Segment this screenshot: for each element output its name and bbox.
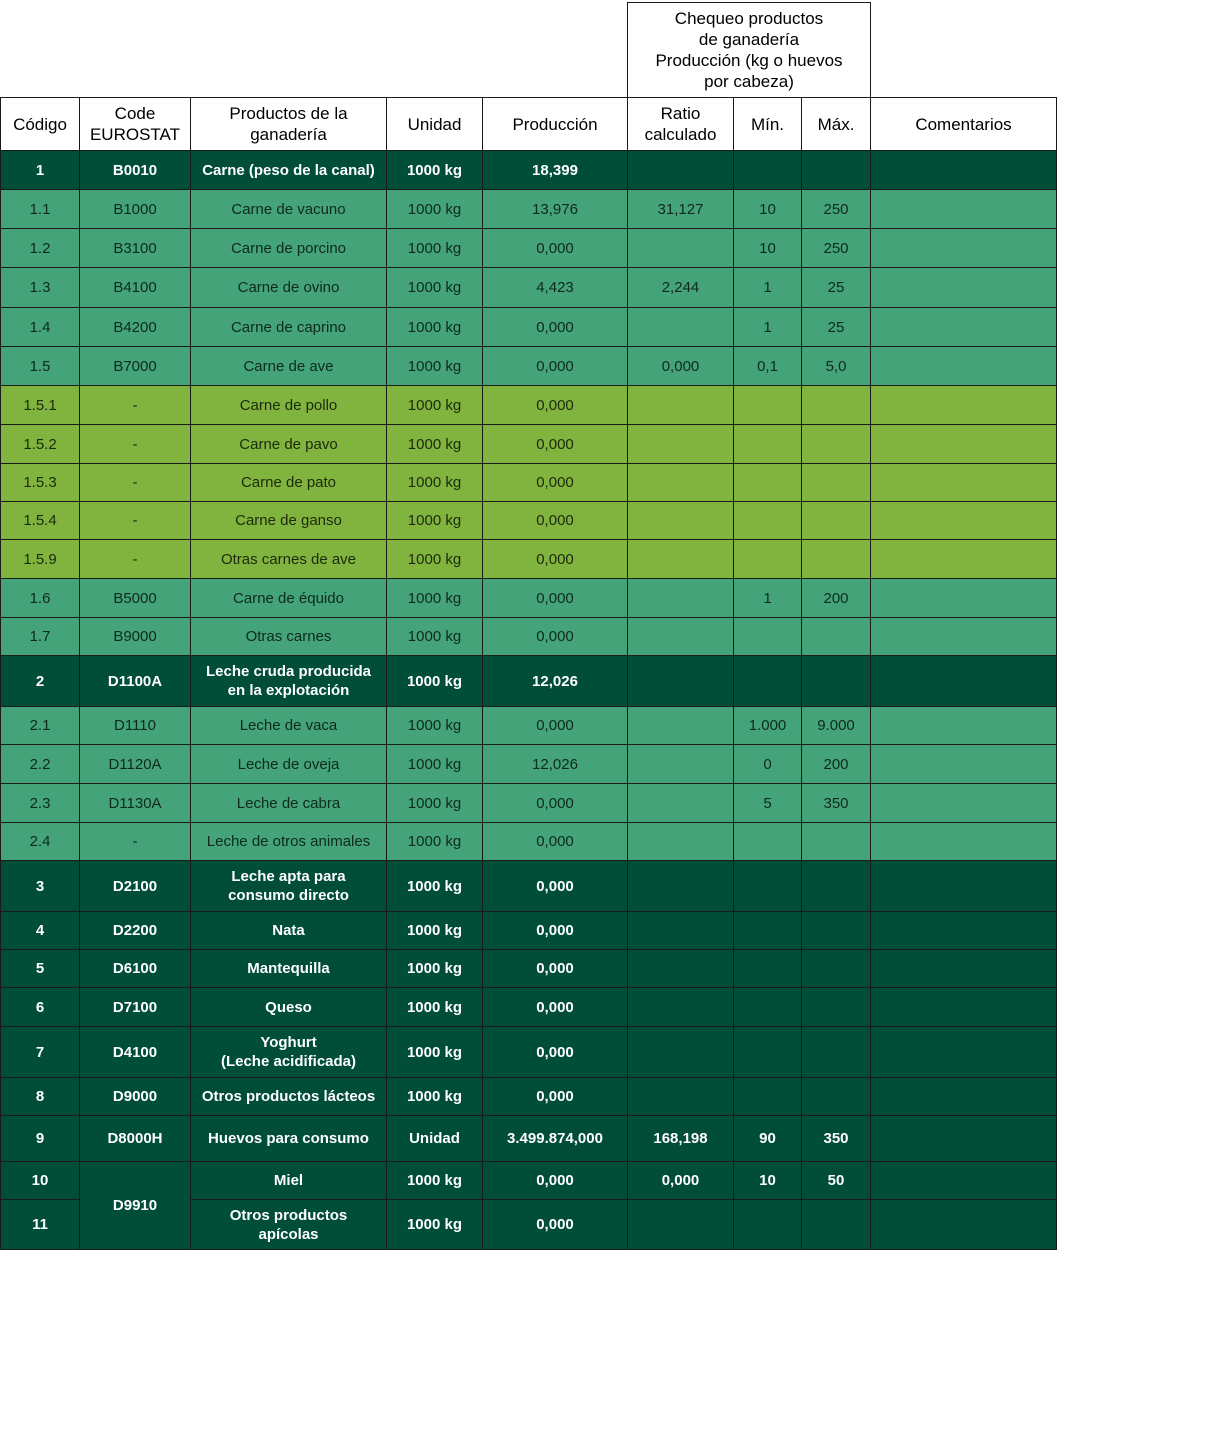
cell-ratio [628,950,734,988]
cell-ratio: 0,000 [628,347,734,386]
cell-eurostat: D8000H [80,1116,191,1162]
cell-comentarios [871,823,1057,861]
cell-unidad: 1000 kg [387,707,483,745]
cell-produccion: 0,000 [483,1200,628,1250]
table-row [1,386,1057,425]
cell-max [802,618,871,656]
cell-eurostat: - [80,823,191,861]
cell-ratio [628,579,734,618]
cell-comentarios [871,190,1057,229]
cell-produccion: 0,000 [483,425,628,464]
col-header-ratio: Ratio calculado [628,98,734,151]
cell-producto: Leche cruda producida en la explotación [191,656,387,707]
cell-unidad: 1000 kg [387,656,483,707]
cell-eurostat: D2100 [80,861,191,912]
cell-produccion: 0,000 [483,912,628,950]
table-row [1,707,1057,745]
cell-produccion: 0,000 [483,579,628,618]
cell-producto: Carne de vacuno [191,190,387,229]
cell-max [802,540,871,579]
cell-ratio [628,308,734,347]
cell-unidad: 1000 kg [387,950,483,988]
cell-codigo: 2.2 [1,745,80,784]
cell-produccion: 0,000 [483,308,628,347]
blank-header-area [1,3,628,98]
col-header-unidad: Unidad [387,98,483,151]
table-row [1,745,1057,784]
cell-max [802,988,871,1027]
cell-eurostat: D1100A [80,656,191,707]
cell-unidad: 1000 kg [387,268,483,308]
cell-eurostat: - [80,540,191,579]
cell-max: 25 [802,308,871,347]
cell-eurostat: D4100 [80,1027,191,1078]
cell-codigo: 4 [1,912,80,950]
cell-eurostat: D1110 [80,707,191,745]
cell-min [734,950,802,988]
cell-produccion: 0,000 [483,823,628,861]
cell-unidad: 1000 kg [387,347,483,386]
cell-ratio [628,656,734,707]
cell-unidad: 1000 kg [387,579,483,618]
table-row [1,425,1057,464]
cell-comentarios [871,347,1057,386]
cell-max: 250 [802,190,871,229]
cell-min [734,1200,802,1250]
cell-min [734,618,802,656]
cell-min [734,425,802,464]
cell-producto: Carne de ganso [191,502,387,540]
cell-produccion: 0,000 [483,988,628,1027]
table-row [1,1162,1057,1200]
column-header-row [1,98,1057,151]
cell-producto: Mantequilla [191,950,387,988]
table-row [1,618,1057,656]
cell-min [734,502,802,540]
table-row [1,988,1057,1027]
cell-max: 250 [802,229,871,268]
cell-ratio [628,861,734,912]
cell-comentarios [871,308,1057,347]
cell-ratio [628,912,734,950]
cell-comentarios [871,950,1057,988]
cell-ratio [628,745,734,784]
cell-codigo: 1.3 [1,268,80,308]
cell-eurostat: - [80,425,191,464]
cell-unidad: 1000 kg [387,308,483,347]
cell-codigo: 1.5.4 [1,502,80,540]
table-row [1,151,1057,190]
table-row [1,1027,1057,1078]
cell-produccion: 13,976 [483,190,628,229]
cell-producto: Carne de porcino [191,229,387,268]
cell-comentarios [871,1200,1057,1250]
cell-comentarios [871,579,1057,618]
cell-producto: Otros productos apícolas [191,1200,387,1250]
cell-codigo: 1.5.9 [1,540,80,579]
cell-eurostat: B4100 [80,268,191,308]
col-header-codigo: Código [1,98,80,151]
cell-max [802,1200,871,1250]
cell-unidad: 1000 kg [387,1200,483,1250]
cell-comentarios [871,1078,1057,1116]
livestock-check-sheet [0,2,1057,1250]
cell-eurostat: - [80,386,191,425]
table-row [1,912,1057,950]
cell-max: 25 [802,268,871,308]
cell-min: 10 [734,229,802,268]
cell-comentarios [871,229,1057,268]
table-row [1,190,1057,229]
cell-producto: Otras carnes [191,618,387,656]
cell-eurostat: - [80,502,191,540]
cell-comentarios [871,1116,1057,1162]
cell-producto: Otras carnes de ave [191,540,387,579]
cell-ratio: 0,000 [628,1162,734,1200]
cell-produccion: 0,000 [483,1027,628,1078]
cell-produccion: 12,026 [483,656,628,707]
cell-ratio [628,707,734,745]
cell-codigo: 7 [1,1027,80,1078]
cell-codigo: 9 [1,1116,80,1162]
cell-max [802,950,871,988]
cell-comentarios [871,1027,1057,1078]
table-row [1,1116,1057,1162]
cell-min: 90 [734,1116,802,1162]
cell-min: 0,1 [734,347,802,386]
col-header-produccion: Producción [483,98,628,151]
cell-produccion: 0,000 [483,1078,628,1116]
cell-max [802,502,871,540]
col-header-max: Máx. [802,98,871,151]
cell-codigo: 2 [1,656,80,707]
cell-comentarios [871,707,1057,745]
cell-ratio: 31,127 [628,190,734,229]
cell-producto: Otros productos lácteos [191,1078,387,1116]
cell-produccion: 12,026 [483,745,628,784]
cell-comentarios [871,540,1057,579]
cell-max: 50 [802,1162,871,1200]
cell-max [802,151,871,190]
cell-unidad: 1000 kg [387,745,483,784]
cell-unidad: 1000 kg [387,425,483,464]
cell-min: 10 [734,1162,802,1200]
cell-min [734,912,802,950]
cell-comentarios [871,656,1057,707]
cell-producto: Carne de pato [191,464,387,502]
cell-eurostat: D1120A [80,745,191,784]
cell-producto: Leche de otros animales [191,823,387,861]
cell-producto: Carne de pavo [191,425,387,464]
cell-max [802,464,871,502]
cell-ratio [628,425,734,464]
cell-unidad: 1000 kg [387,618,483,656]
cell-min: 1 [734,579,802,618]
cell-produccion: 0,000 [483,386,628,425]
cell-codigo: 2.1 [1,707,80,745]
cell-comentarios [871,151,1057,190]
cell-codigo: 1.5.2 [1,425,80,464]
cell-ratio: 168,198 [628,1116,734,1162]
cell-min: 10 [734,190,802,229]
table-body [1,151,1057,1250]
cell-max [802,425,871,464]
cell-ratio [628,988,734,1027]
cell-ratio [628,386,734,425]
cell-max: 9.000 [802,707,871,745]
cell-codigo: 1.7 [1,618,80,656]
cell-eurostat: D1130A [80,784,191,823]
cell-producto: Leche de oveja [191,745,387,784]
cell-producto: Miel [191,1162,387,1200]
cell-codigo: 1.4 [1,308,80,347]
cell-ratio [628,618,734,656]
cell-codigo: 1.5.3 [1,464,80,502]
table-row [1,502,1057,540]
cell-max [802,656,871,707]
cell-comentarios [871,502,1057,540]
cell-min: 5 [734,784,802,823]
cell-codigo: 1 [1,151,80,190]
check-group-header: Chequeo productos de ganadería Producción (kg o huevos por cabeza) [628,3,871,98]
cell-comentarios [871,784,1057,823]
cell-comentarios [871,386,1057,425]
cell-comentarios [871,618,1057,656]
cell-unidad: 1000 kg [387,784,483,823]
col-header-comentarios: Comentarios [871,98,1057,151]
cell-producto: Leche de cabra [191,784,387,823]
super-header-row [1,3,1057,98]
cell-max [802,386,871,425]
cell-eurostat: D7100 [80,988,191,1027]
cell-comentarios [871,425,1057,464]
cell-producto: Carne de caprino [191,308,387,347]
table-row [1,464,1057,502]
cell-ratio [628,784,734,823]
cell-unidad: 1000 kg [387,190,483,229]
cell-codigo: 11 [1,1200,80,1250]
cell-producto: Leche apta para consumo directo [191,861,387,912]
cell-eurostat: B5000 [80,579,191,618]
cell-unidad: 1000 kg [387,229,483,268]
col-header-min: Mín. [734,98,802,151]
cell-max: 5,0 [802,347,871,386]
table-row [1,268,1057,308]
table-row [1,229,1057,268]
table-row [1,784,1057,823]
table-row [1,656,1057,707]
cell-produccion: 0,000 [483,618,628,656]
cell-comentarios [871,745,1057,784]
cell-unidad: 1000 kg [387,1162,483,1200]
cell-max [802,912,871,950]
cell-min: 1.000 [734,707,802,745]
cell-codigo: 8 [1,1078,80,1116]
table-row [1,861,1057,912]
cell-produccion: 0,000 [483,502,628,540]
cell-unidad: 1000 kg [387,861,483,912]
cell-producto: Huevos para consumo [191,1116,387,1162]
cell-max [802,861,871,912]
cell-ratio [628,464,734,502]
cell-producto: Carne de ave [191,347,387,386]
cell-unidad: 1000 kg [387,502,483,540]
cell-eurostat: D9910 [80,1162,191,1250]
col-header-producto: Productos de la ganadería [191,98,387,151]
cell-produccion: 3.499.874,000 [483,1116,628,1162]
cell-codigo: 2.4 [1,823,80,861]
cell-min [734,823,802,861]
cell-comentarios [871,861,1057,912]
cell-min [734,386,802,425]
cell-codigo: 1.1 [1,190,80,229]
cell-ratio [628,1200,734,1250]
cell-producto: Carne (peso de la canal) [191,151,387,190]
cell-min [734,1078,802,1116]
cell-comentarios [871,268,1057,308]
cell-max [802,1027,871,1078]
cell-max: 200 [802,745,871,784]
cell-ratio [628,502,734,540]
cell-codigo: 3 [1,861,80,912]
cell-produccion: 4,423 [483,268,628,308]
cell-min [734,464,802,502]
cell-min [734,656,802,707]
cell-max [802,1078,871,1116]
cell-ratio [628,1027,734,1078]
cell-unidad: 1000 kg [387,386,483,425]
table-row [1,347,1057,386]
table-row [1,308,1057,347]
cell-codigo: 6 [1,988,80,1027]
cell-ratio [628,540,734,579]
cell-producto: Carne de pollo [191,386,387,425]
cell-unidad: Unidad [387,1116,483,1162]
cell-ratio [628,229,734,268]
cell-ratio [628,1078,734,1116]
table-row [1,950,1057,988]
cell-unidad: 1000 kg [387,540,483,579]
cell-unidad: 1000 kg [387,823,483,861]
cell-min [734,861,802,912]
cell-eurostat: D9000 [80,1078,191,1116]
cell-ratio [628,823,734,861]
cell-min: 1 [734,308,802,347]
cell-produccion: 0,000 [483,347,628,386]
cell-max: 350 [802,784,871,823]
cell-produccion: 0,000 [483,707,628,745]
cell-producto: Carne de équido [191,579,387,618]
cell-produccion: 0,000 [483,1162,628,1200]
cell-max [802,823,871,861]
cell-eurostat: D6100 [80,950,191,988]
cell-produccion: 0,000 [483,861,628,912]
cell-produccion: 0,000 [483,540,628,579]
cell-eurostat: B9000 [80,618,191,656]
cell-eurostat: D2200 [80,912,191,950]
cell-producto: Nata [191,912,387,950]
cell-min [734,1027,802,1078]
cell-eurostat: B7000 [80,347,191,386]
table-row [1,579,1057,618]
cell-unidad: 1000 kg [387,988,483,1027]
cell-codigo: 1.6 [1,579,80,618]
cell-comentarios [871,988,1057,1027]
cell-ratio: 2,244 [628,268,734,308]
table-row [1,1078,1057,1116]
cell-produccion: 0,000 [483,950,628,988]
cell-producto: Leche de vaca [191,707,387,745]
cell-ratio [628,151,734,190]
col-header-eurostat: Code EUROSTAT [80,98,191,151]
cell-produccion: 18,399 [483,151,628,190]
table-row [1,540,1057,579]
cell-eurostat: B3100 [80,229,191,268]
cell-comentarios [871,912,1057,950]
cell-unidad: 1000 kg [387,151,483,190]
blank-header-corner [871,3,1057,98]
cell-comentarios [871,1162,1057,1200]
cell-produccion: 0,000 [483,464,628,502]
cell-producto: Yoghurt (Leche acidificada) [191,1027,387,1078]
cell-codigo: 1.5 [1,347,80,386]
table-row [1,823,1057,861]
cell-unidad: 1000 kg [387,464,483,502]
livestock-production-table [0,2,1057,1250]
cell-codigo: 5 [1,950,80,988]
cell-unidad: 1000 kg [387,912,483,950]
cell-min [734,151,802,190]
cell-codigo: 10 [1,1162,80,1200]
cell-eurostat: B4200 [80,308,191,347]
cell-eurostat: B0010 [80,151,191,190]
cell-produccion: 0,000 [483,229,628,268]
cell-max: 350 [802,1116,871,1162]
cell-producto: Queso [191,988,387,1027]
cell-comentarios [871,464,1057,502]
cell-codigo: 2.3 [1,784,80,823]
cell-codigo: 1.2 [1,229,80,268]
cell-produccion: 0,000 [483,784,628,823]
cell-eurostat: - [80,464,191,502]
cell-min [734,540,802,579]
cell-min: 1 [734,268,802,308]
cell-min: 0 [734,745,802,784]
cell-unidad: 1000 kg [387,1078,483,1116]
cell-unidad: 1000 kg [387,1027,483,1078]
cell-eurostat: B1000 [80,190,191,229]
cell-max: 200 [802,579,871,618]
cell-codigo: 1.5.1 [1,386,80,425]
cell-producto: Carne de ovino [191,268,387,308]
cell-min [734,988,802,1027]
